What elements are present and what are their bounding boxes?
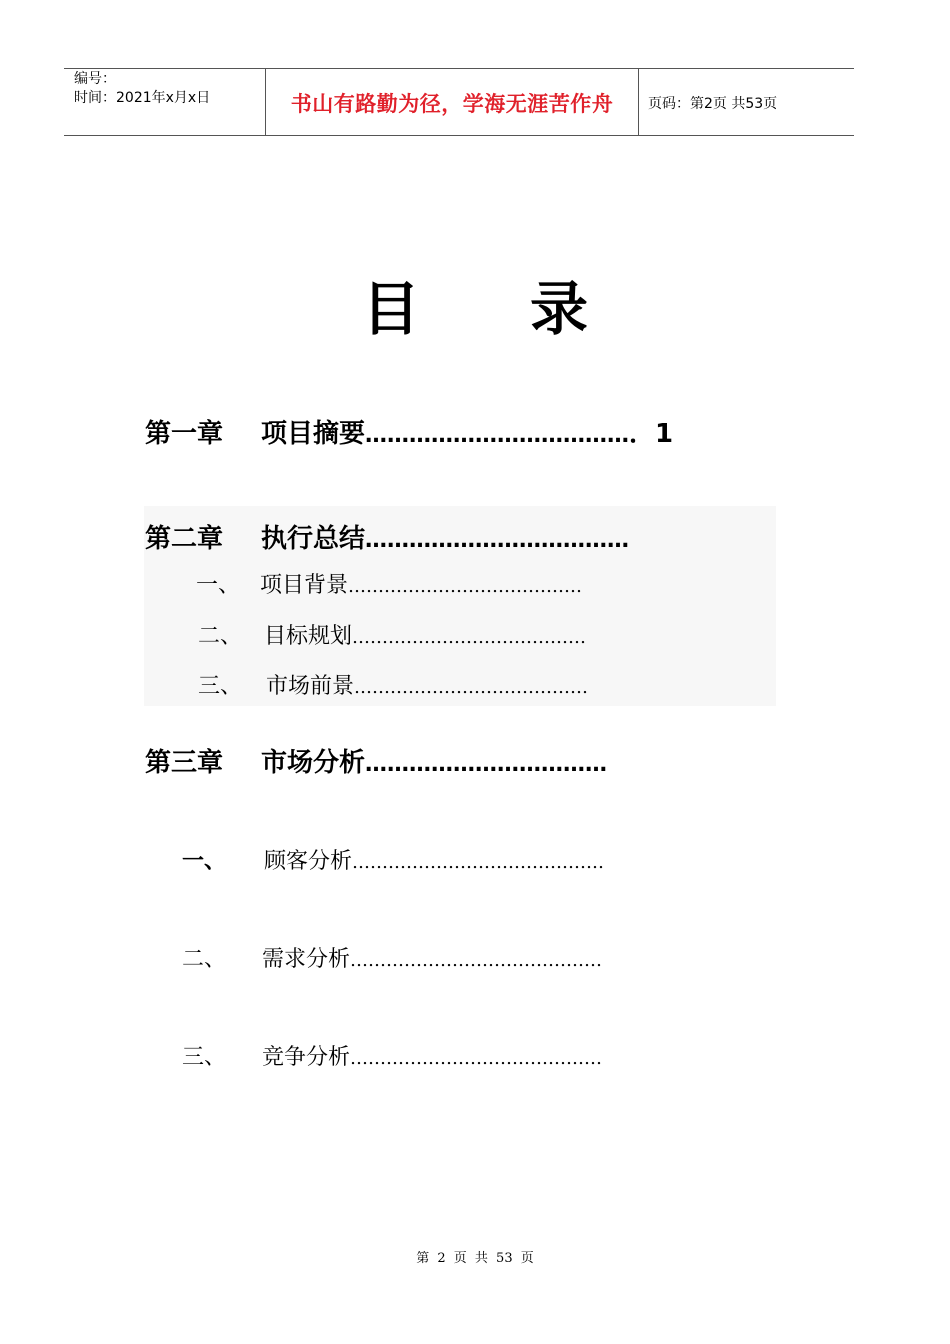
chapter-label: 第二章: [145, 524, 224, 554]
chapter-page: ．1: [629, 419, 674, 449]
toc-dots: …………………………………: [352, 627, 587, 648]
page-title: [0, 262, 950, 346]
header-page-info: 页码：第2页 共53页: [648, 96, 778, 112]
header-bottom-rule: [64, 135, 854, 136]
chapter-label: 第三章: [145, 748, 224, 778]
toc-dots: ……………………………………: [350, 950, 603, 971]
toc-chapter-3[interactable]: [145, 742, 607, 779]
item-title: 项目背景: [260, 573, 349, 598]
item-title: 市场前景: [266, 674, 355, 699]
item-number: 三、: [198, 674, 243, 699]
item-number: 一、: [182, 849, 227, 874]
toc-dots: ……………………………: [365, 752, 608, 777]
chapter-title: 市场分析: [261, 748, 366, 778]
chapter-label: 第一章: [145, 419, 224, 449]
toc-dots: ………………………………: [365, 528, 630, 553]
toc-dots: ………………………………: [365, 423, 630, 448]
toc-dots: …………………………………: [348, 576, 583, 597]
item-title: 顾客分析: [264, 849, 353, 874]
item-number: 二、: [182, 947, 227, 972]
chapter-title: 执行总结: [261, 524, 366, 554]
title-char-right: 录: [530, 275, 589, 343]
item-number: 三、: [182, 1045, 227, 1070]
toc-dots: ……………………………………: [352, 852, 605, 873]
item-title: 目标规划: [264, 624, 353, 649]
header-divider-right: [638, 68, 639, 136]
item-number: 一、: [196, 573, 241, 598]
toc-item[interactable]: [196, 568, 582, 599]
page-footer: 第 2 页 共 53 页: [416, 1251, 534, 1266]
toc-chapter-2[interactable]: [145, 518, 629, 555]
toc-dots: …………………………………: [354, 677, 589, 698]
date-label: 时间：2021年x月x日: [74, 90, 211, 106]
toc-item[interactable]: [198, 669, 588, 700]
item-number: 二、: [198, 624, 243, 649]
header-motto: 书山有路勤为径，学海无涯苦作舟: [290, 92, 614, 116]
title-char-left: 目: [361, 275, 420, 343]
item-title: 需求分析: [262, 947, 351, 972]
toc-dots: ……………………………………: [350, 1048, 603, 1069]
toc-item[interactable]: [182, 942, 602, 973]
toc-item[interactable]: [182, 1040, 602, 1071]
header-top-rule: [64, 68, 854, 69]
header-meta: [74, 70, 264, 108]
toc-item[interactable]: [182, 844, 604, 875]
toc-item[interactable]: [198, 619, 586, 650]
serial-label: 编号：: [74, 71, 116, 87]
item-title: 竞争分析: [262, 1045, 351, 1070]
toc-chapter-1[interactable]: [145, 413, 673, 450]
chapter-title: 项目摘要: [261, 419, 366, 449]
